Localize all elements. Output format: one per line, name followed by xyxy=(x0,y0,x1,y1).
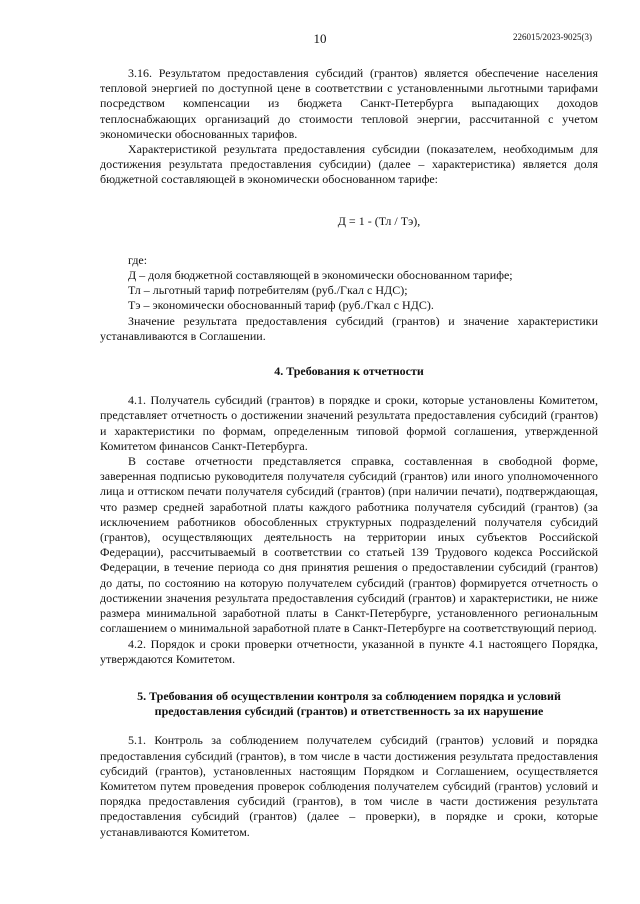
paragraph-3-16: 3.16. Результатом предоставления субсидий (грантов) является обеспечение населения тепловой энергией по доступной цене в соответствии с установленными льготными тарифами посредством компенсации из бюджета Санкт-Петербурга выпадающих доходов теплоснабжающих организаций до стоимости тепловой энергии, рассчитанной с учетом экономически обоснованных тарифов. xyxy=(100,66,598,141)
section-4-heading: 4. Требования к отчетности xyxy=(274,364,424,379)
paragraph-value: Значение результата предоставления субсидий (грантов) и значение характеристики устанавливаются в Соглашении. xyxy=(100,313,598,343)
paragraph-characteristic: Характеристикой результата предоставления субсидии (показателем, необходимым для достижения результата предоставления субсидии) (далее – характеристика) является доля бюджетной составляющей в экономически обоснованном тарифе: xyxy=(100,142,598,187)
definition-d: Д – доля бюджетной составляющей в экономически обоснованном тарифе; xyxy=(128,268,513,283)
document-id: 226015/2023-9025(3) xyxy=(513,32,592,42)
section-5-heading xyxy=(100,689,598,719)
document-body xyxy=(100,66,598,840)
page-number: 10 xyxy=(313,31,327,46)
formula: Д = 1 - (Тл / Тэ), xyxy=(337,213,421,228)
definition-tl: Тл – льготный тариф потребителям (руб./Гкал с НДС); xyxy=(128,283,408,298)
section-5-heading-line1: 5. Требования об осуществлении контроля за соблюдением порядка и условий xyxy=(137,688,561,703)
paragraph-report: В составе отчетности представляется справка, составленная в свободной форме, заверенная подписью руководителя получателя субсидий (грантов) или иного уполномоченного лица и оттиском печати получателя субсидий (грантов) (при наличии печати), подтверждающая, что размер средней заработной платы каждого работника получателя субсидий (грантов) (за исключением работников обособленных структурных подразделений получателя субсидий (грантов), осуществляющих деятельность на территории иных субъектов Российской Федерации), рассчитываемый в соответствии со статьей 139 Трудового кодекса Российской Федерации, в течение периода со дня принятия решения о предоставлении субсидий (грантов) до даты, по состоянию на которую получателем субсидий (грантов) формируется отчетность о достижении значения результата предоставления субсидий (грантов) и характеристики, не ниже размера минимальной заработной платы в Санкт-Петербурге, установленного региональным соглашением о минимальной заработной плате в Санкт-Петербурге на соответствующий период. xyxy=(100,454,598,636)
paragraph-5-1: 5.1. Контроль за соблюдением получателем субсидий (грантов) условий и порядка предоставления субсидий (грантов), в том числе в части достижения результата предоставления субсидий (грантов), установленных настоящим Порядком и Соглашением, осуществляется Комитетом путем проведения проверок соблюдения получателем субсидий (грантов) условий и порядка предоставления субсидий (грантов), в том числе в части достижения результата предоставления субсидий (грантов) (далее – проверки), в порядке и сроки, которые устанавливаются Комитетом. xyxy=(100,733,598,839)
paragraph-4-2: 4.2. Порядок и сроки проверки отчетности, указанной в пункте 4.1 настоящего Порядка, утверждаются Комитетом. xyxy=(100,636,598,666)
paragraph-4-1: 4.1. Получатель субсидий (грантов) в порядке и сроки, которые установлены Комитетом, представляет отчетность о достижении значений результата предоставления субсидий (грантов) и характеристики по формам, определенным типовой формой соглашения, утвержденной Комитетом финансов Санкт-Петербурга. xyxy=(100,393,598,453)
where-label: где: xyxy=(128,252,148,267)
definition-te: Тэ – экономически обоснованный тариф (руб./Гкал с НДС). xyxy=(128,298,434,313)
section-5-heading-line2: предоставления субсидий (грантов) и ответственность за их нарушение xyxy=(154,704,544,719)
